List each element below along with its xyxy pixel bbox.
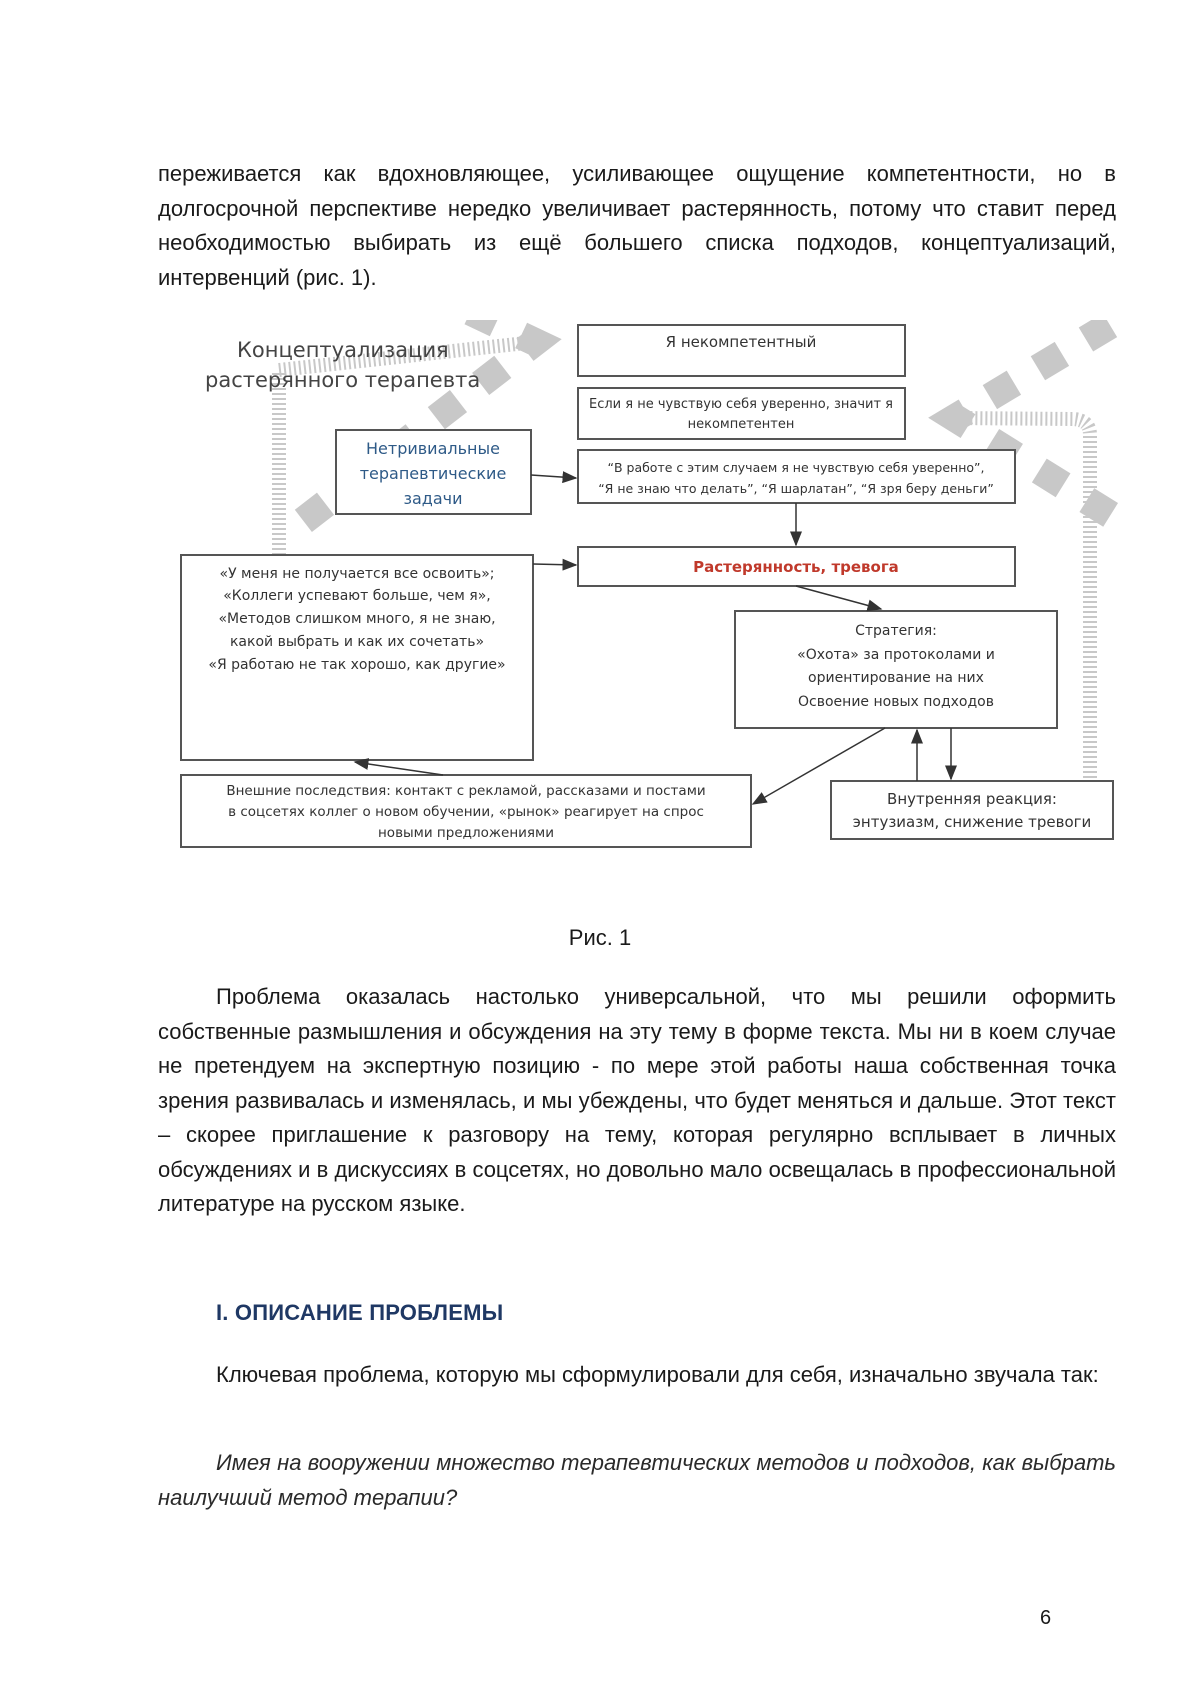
box-comparison-line-3: «Методов слишком много, я не знаю, bbox=[218, 611, 496, 627]
box-incompetent-text: Я некомпетентный bbox=[665, 333, 817, 351]
box-external-line-3: новыми предложениями bbox=[377, 825, 555, 841]
key-question-quote: Имея на вооружении множество терапевтических методов и подходов, как выбрать наилучший метод терапии? bbox=[158, 1450, 1116, 1510]
box-comparison-line-5: «Я работаю не так хорошо, как другие» bbox=[208, 657, 506, 673]
paragraph-key-problem: Ключевая проблема, которую мы сформулировали для себя, изначально звучала так: bbox=[216, 1362, 1099, 1387]
box-thoughts-line-1: “В работе с этим случаем я не чувствую себя уверенно”, bbox=[607, 460, 985, 475]
arrow-tasks-to-thoughts bbox=[531, 475, 576, 478]
box-belief-line-2: некомпетентен bbox=[687, 417, 795, 432]
box-comparison-line-2: «Коллеги успевают больше, чем я», bbox=[223, 588, 491, 604]
page-number: 6 bbox=[1040, 1607, 1052, 1629]
arrow-comparison-to-confusion bbox=[533, 564, 576, 565]
box-strategy-line-2: «Охота» за протоколами и bbox=[797, 647, 995, 663]
box-strategy-line-4: Освоение новых подходов bbox=[798, 694, 994, 710]
box-strategy-line-3: ориентирование на них bbox=[808, 670, 984, 686]
box-external-line-2: в соцсетях коллег о новом обучении, «рынок» реагирует на спрос bbox=[228, 804, 704, 820]
figure-title-line-1: Концептуализация bbox=[237, 338, 449, 362]
box-external-line-1: Внешние последствия: контакт с рекламой, рассказами и постами bbox=[226, 783, 706, 799]
box-internal-line-2: энтузиазм, снижение тревоги bbox=[852, 813, 1092, 831]
figure-caption: Рис. 1 bbox=[568, 925, 632, 950]
box-comparison-line-4: какой выбрать и как их сочетать» bbox=[229, 634, 485, 650]
box-tasks-line-2: терапевтические bbox=[359, 464, 507, 483]
figure-title-line-2: растерянного терапевта bbox=[205, 368, 481, 392]
box-internal-line-1: Внутренняя реакция: bbox=[887, 790, 1057, 808]
arrow-external-to-comparison bbox=[355, 762, 443, 775]
box-strategy-line-1: Стратегия: bbox=[855, 623, 937, 639]
box-tasks-line-3: задачи bbox=[403, 489, 463, 508]
box-confusion-text: Растерянность, тревога bbox=[693, 558, 899, 576]
paragraph-intro: переживается как вдохновляющее, усиливающее ощущение компетентности, но в долгосрочной перспективе нередко увеличивает растерянность, потому что ставит перед необходимостью выбирать из ещё большего списка подходов, концептуализаций, интервенций (рис. 1). bbox=[158, 161, 1116, 290]
box-comparison-line-1: «У меня не получается все освоить»; bbox=[219, 566, 495, 582]
figure-confused-therapist-diagram bbox=[175, 320, 1125, 885]
box-thoughts-line-2: “Я не знаю что делать”, “Я шарлатан”, “Я зря беру деньги” bbox=[598, 481, 994, 496]
box-tasks-line-1: Нетривиальные bbox=[366, 439, 500, 458]
box-belief-line-1: Если я не чувствую себя уверенно, значит я bbox=[589, 397, 893, 412]
paragraph-problem-universal: Проблема оказалась настолько универсальной, что мы решили оформить собственные размышления и обсуждения на эту тему в форме текста. Мы ни в коем случае не претендуем на экспертную позицию - по мере этой работы наша собственная точка зрения развивалась и изменялась, и мы убеждены, что будет меняться и дальше. Этот текст – скорее приглашение к разговору на тему, которая регулярно всплывает в личных обсуждениях и в дискуссиях в соцсетях, но довольно мало освещалась в профессиональной литературе на русском языке. bbox=[158, 984, 1116, 1216]
arrow-confusion-to-strategy bbox=[796, 586, 881, 609]
section-heading: I. ОПИСАНИЕ ПРОБЛЕМЫ bbox=[216, 1300, 504, 1325]
